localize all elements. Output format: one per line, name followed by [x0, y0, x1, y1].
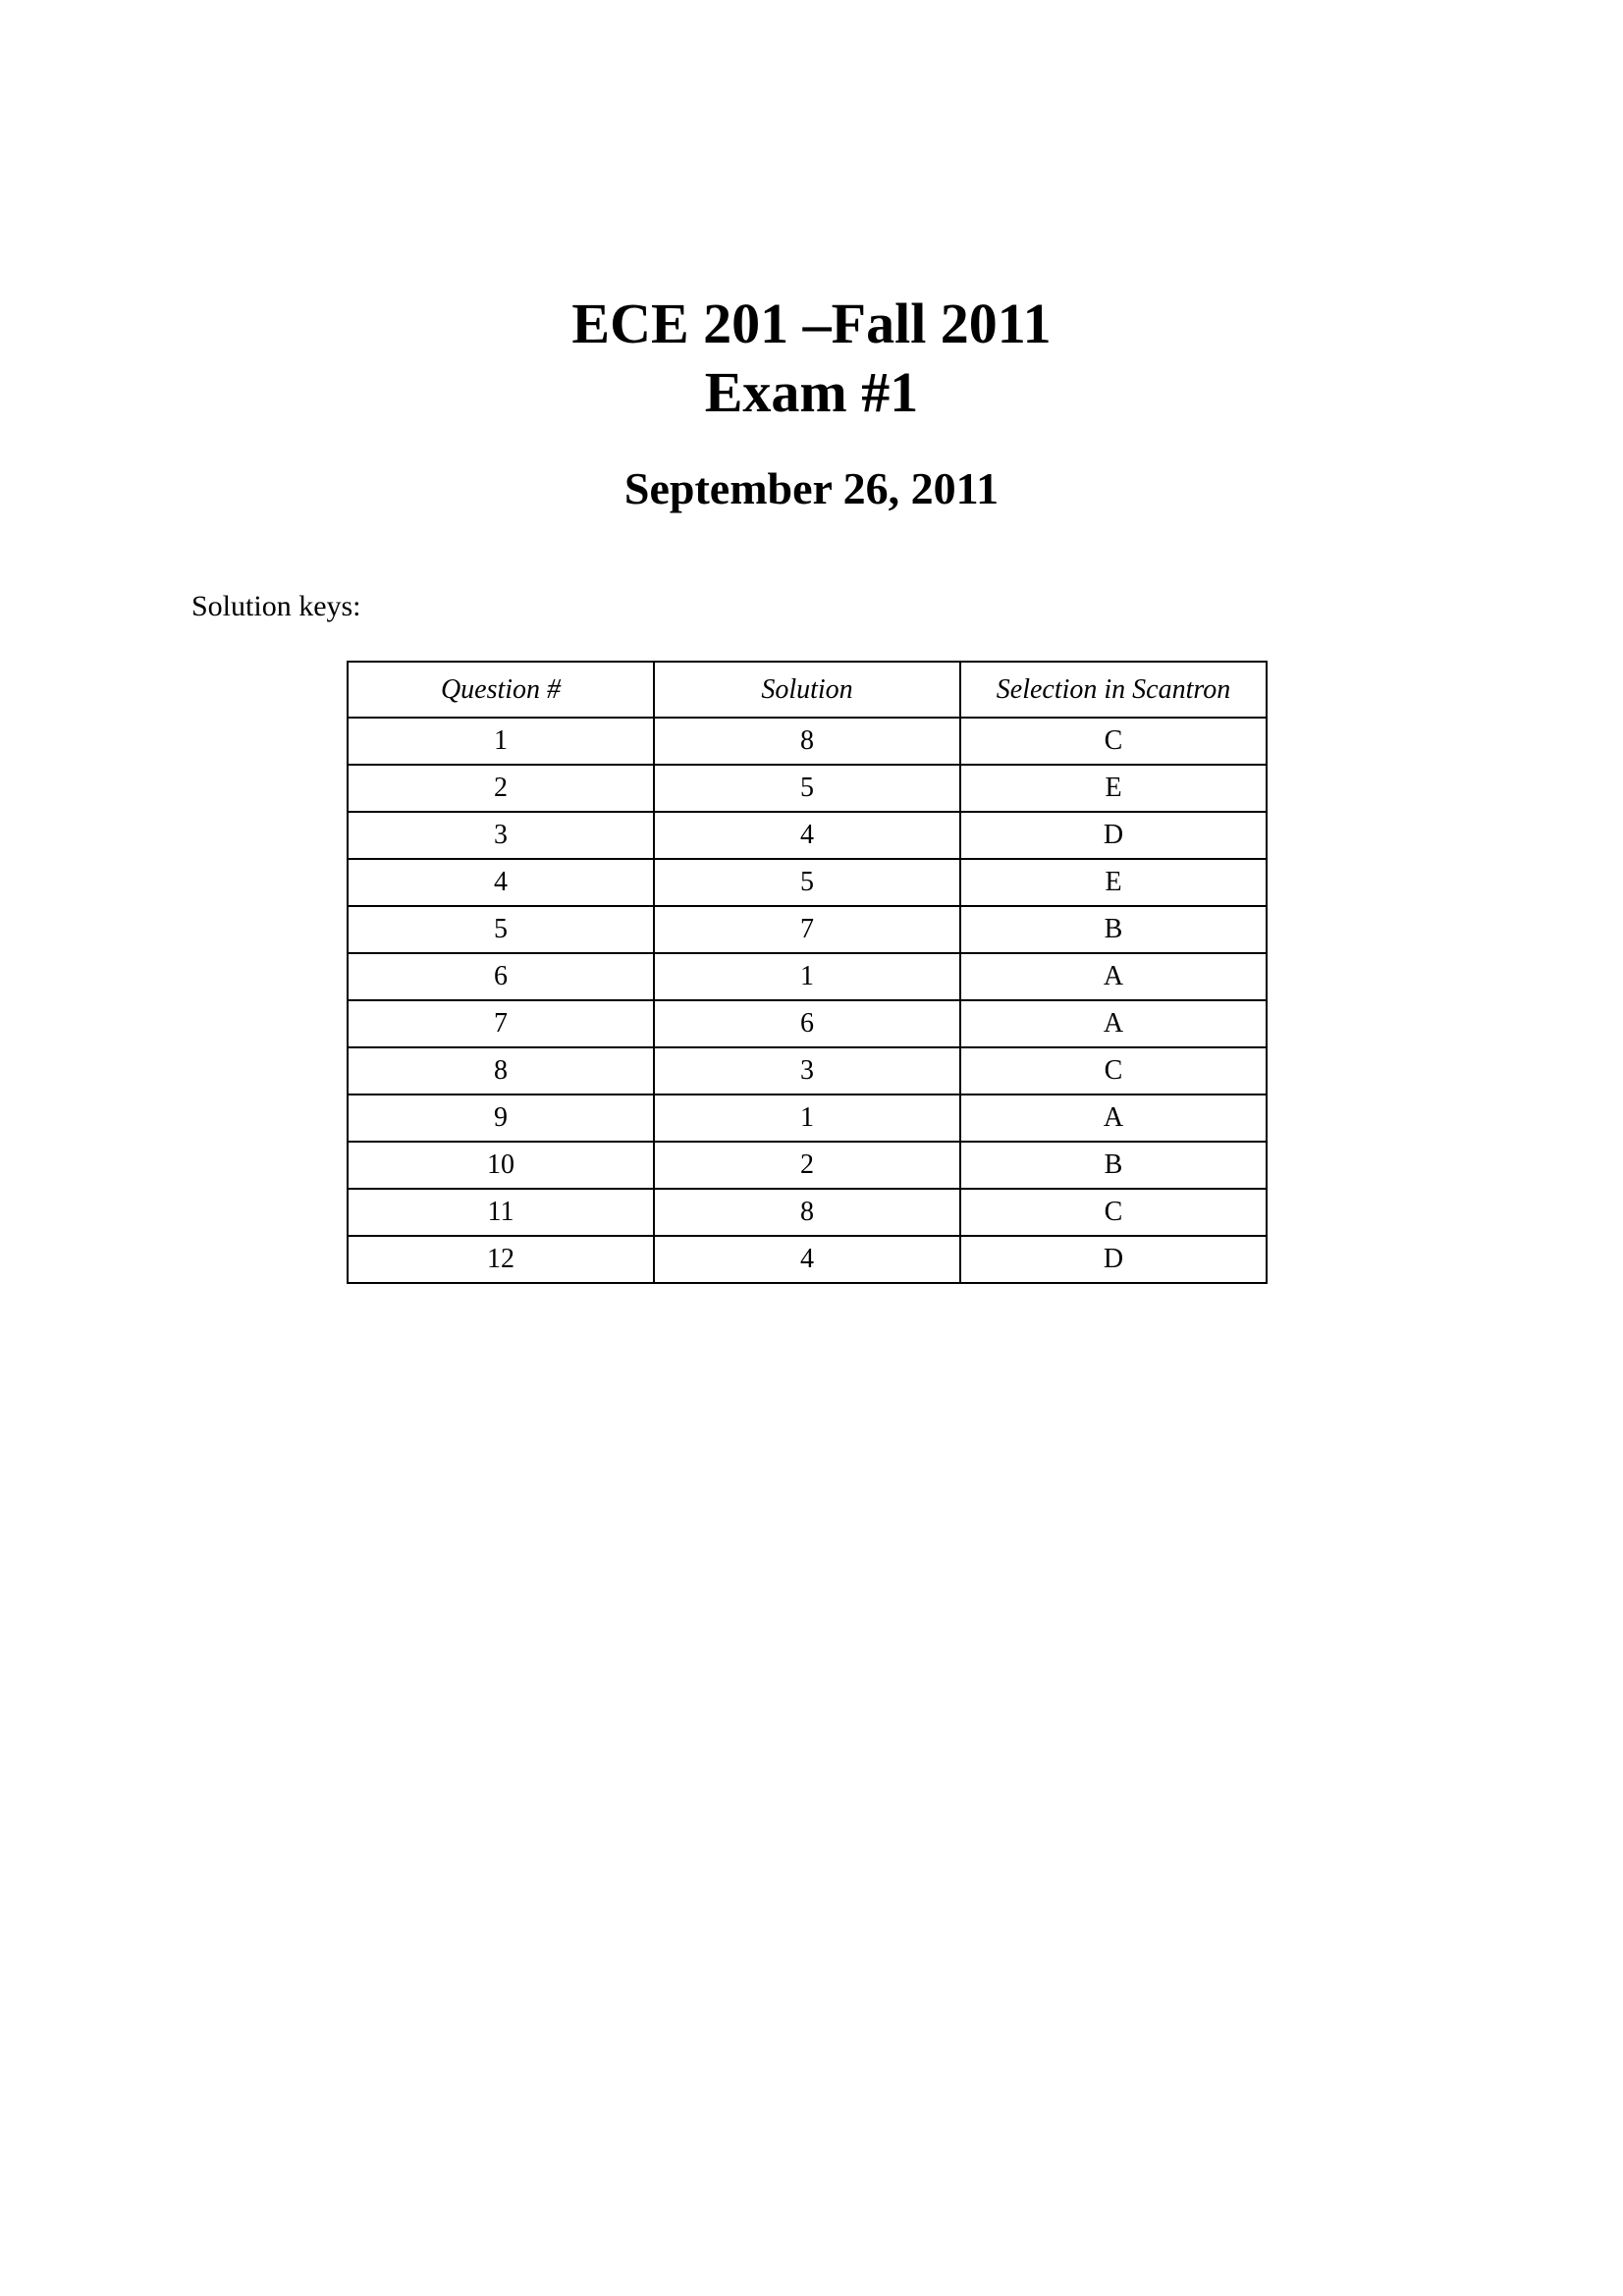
- exam-date: September 26, 2011: [623, 463, 1000, 513]
- solution-cell: 4: [654, 1236, 960, 1283]
- scantron-selection-cell: B: [960, 906, 1267, 953]
- solution-key-table: [347, 661, 1268, 1284]
- table-header-row: [348, 662, 1267, 718]
- question-number-cell: 4: [348, 859, 654, 906]
- scantron-selection-cell: A: [960, 1000, 1267, 1047]
- question-number-cell: 6: [348, 953, 654, 1000]
- solution-cell: 8: [654, 1189, 960, 1236]
- solution-cell: 7: [654, 906, 960, 953]
- scantron-selection-cell: D: [960, 1236, 1267, 1283]
- question-number-cell: 7: [348, 1000, 654, 1047]
- solution-cell: 6: [654, 1000, 960, 1047]
- solution-cell: 4: [654, 812, 960, 859]
- scantron-selection-cell: E: [960, 859, 1267, 906]
- scantron-selection-cell: A: [960, 953, 1267, 1000]
- column-header-solution: Solution: [654, 662, 960, 718]
- table-row: [348, 859, 1267, 906]
- table-row: [348, 906, 1267, 953]
- question-number-cell: 10: [348, 1142, 654, 1189]
- question-number-cell: 3: [348, 812, 654, 859]
- solution-cell: 1: [654, 953, 960, 1000]
- scantron-selection-cell: D: [960, 812, 1267, 859]
- question-number-cell: 2: [348, 765, 654, 812]
- column-header-scantron: Selection in Scantron: [960, 662, 1267, 718]
- scantron-selection-cell: E: [960, 765, 1267, 812]
- table-row: [348, 1236, 1267, 1283]
- table-row: [348, 953, 1267, 1000]
- scantron-selection-cell: A: [960, 1095, 1267, 1142]
- solution-cell: 8: [654, 718, 960, 765]
- scantron-selection-cell: C: [960, 718, 1267, 765]
- solution-cell: 3: [654, 1047, 960, 1095]
- table-row: [348, 1095, 1267, 1142]
- table-row: [348, 765, 1267, 812]
- scantron-selection-cell: C: [960, 1047, 1267, 1095]
- document-title: ECE 201 –Fall 2011: [571, 292, 1052, 355]
- table-row: [348, 1142, 1267, 1189]
- question-number-cell: 5: [348, 906, 654, 953]
- scantron-selection-cell: C: [960, 1189, 1267, 1236]
- scantron-selection-cell: B: [960, 1142, 1267, 1189]
- question-number-cell: 8: [348, 1047, 654, 1095]
- table-body: [348, 718, 1267, 1283]
- column-header-question: Question #: [348, 662, 654, 718]
- table-row: [348, 812, 1267, 859]
- question-number-cell: 11: [348, 1189, 654, 1236]
- solution-keys-label: Solution keys:: [191, 590, 361, 622]
- solution-cell: 5: [654, 859, 960, 906]
- solution-cell: 1: [654, 1095, 960, 1142]
- solution-cell: 2: [654, 1142, 960, 1189]
- question-number-cell: 12: [348, 1236, 654, 1283]
- table-row: [348, 1000, 1267, 1047]
- question-number-cell: 1: [348, 718, 654, 765]
- exam-number: Exam #1: [704, 360, 919, 424]
- solution-cell: 5: [654, 765, 960, 812]
- table-row: [348, 1047, 1267, 1095]
- table-row: [348, 1189, 1267, 1236]
- table-row: [348, 718, 1267, 765]
- question-number-cell: 9: [348, 1095, 654, 1142]
